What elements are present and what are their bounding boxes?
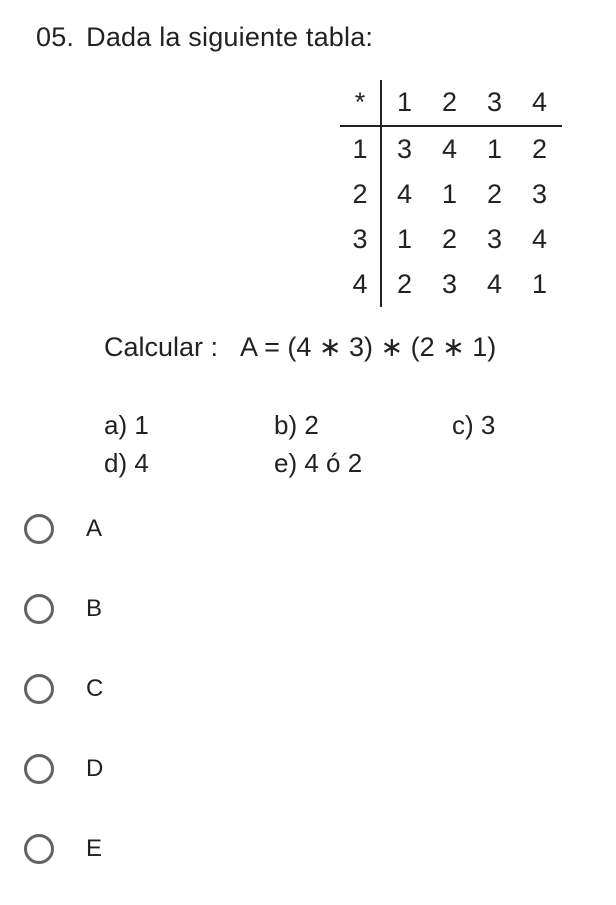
table-col-header: 2 [427,80,472,126]
table-row-header: 1 [340,126,381,172]
table-cell: 2 [441,224,458,254]
table-cell: 3 [486,224,503,254]
option-d-text: d) 4 [104,448,149,478]
operation-table [340,80,562,307]
table-row-header: 4 [340,262,381,307]
table-row [340,172,562,217]
radio-circle-icon[interactable] [24,594,54,624]
radio-circle-icon[interactable] [24,514,54,544]
choice-label: D [86,755,104,782]
choice-d[interactable] [0,732,616,812]
option-c-text: c) 3 [452,410,496,440]
question-title [36,22,373,53]
table-header-row [340,80,562,126]
table-cell: 4 [441,134,458,164]
choice-label: A [86,515,103,542]
calc-expression: A = (4 ∗ 3) ∗ (2 ∗ 1) [240,332,497,362]
table-cell: 2 [486,179,503,209]
option-e-text: e) 4 ó 2 [274,448,363,478]
table-cell: 2 [531,134,548,164]
table-col-header: 4 [517,80,562,126]
choice-label: B [86,595,103,622]
choice-c[interactable] [0,652,616,732]
table-cell: 1 [486,134,503,164]
question-number: 05. [36,22,75,52]
table-cell: 3 [396,134,413,164]
table-row-header: 3 [340,217,381,262]
option-a-text: a) 1 [104,410,149,440]
choice-label: E [86,835,103,862]
table-row-header: 2 [340,172,381,217]
table-cell: 1 [531,269,548,299]
table-col-header: 3 [472,80,517,126]
table-row [340,217,562,262]
table-cell: 3 [441,269,458,299]
calculation-prompt [104,332,496,363]
table-cell: 4 [396,179,413,209]
option-b-text: b) 2 [274,410,319,440]
table-cell: 4 [486,269,503,299]
table-row [340,262,562,307]
answer-choices [0,492,616,892]
radio-circle-icon[interactable] [24,674,54,704]
choice-e[interactable] [0,812,616,892]
choice-b[interactable] [0,572,616,652]
table-col-header: 1 [381,80,427,126]
radio-circle-icon[interactable] [24,834,54,864]
radio-circle-icon[interactable] [24,754,54,784]
table-cell: 1 [396,224,413,254]
table-cell: 1 [441,179,458,209]
table-row [340,126,562,172]
calc-label: Calcular : [104,332,219,362]
table-cell: 3 [531,179,548,209]
table-cell: 4 [531,224,548,254]
choice-a[interactable] [0,492,616,572]
question-text: Dada la siguiente tabla: [86,22,374,52]
table-cell: 2 [396,269,413,299]
table-corner-symbol: * [340,80,381,126]
choice-label: C [86,675,104,702]
